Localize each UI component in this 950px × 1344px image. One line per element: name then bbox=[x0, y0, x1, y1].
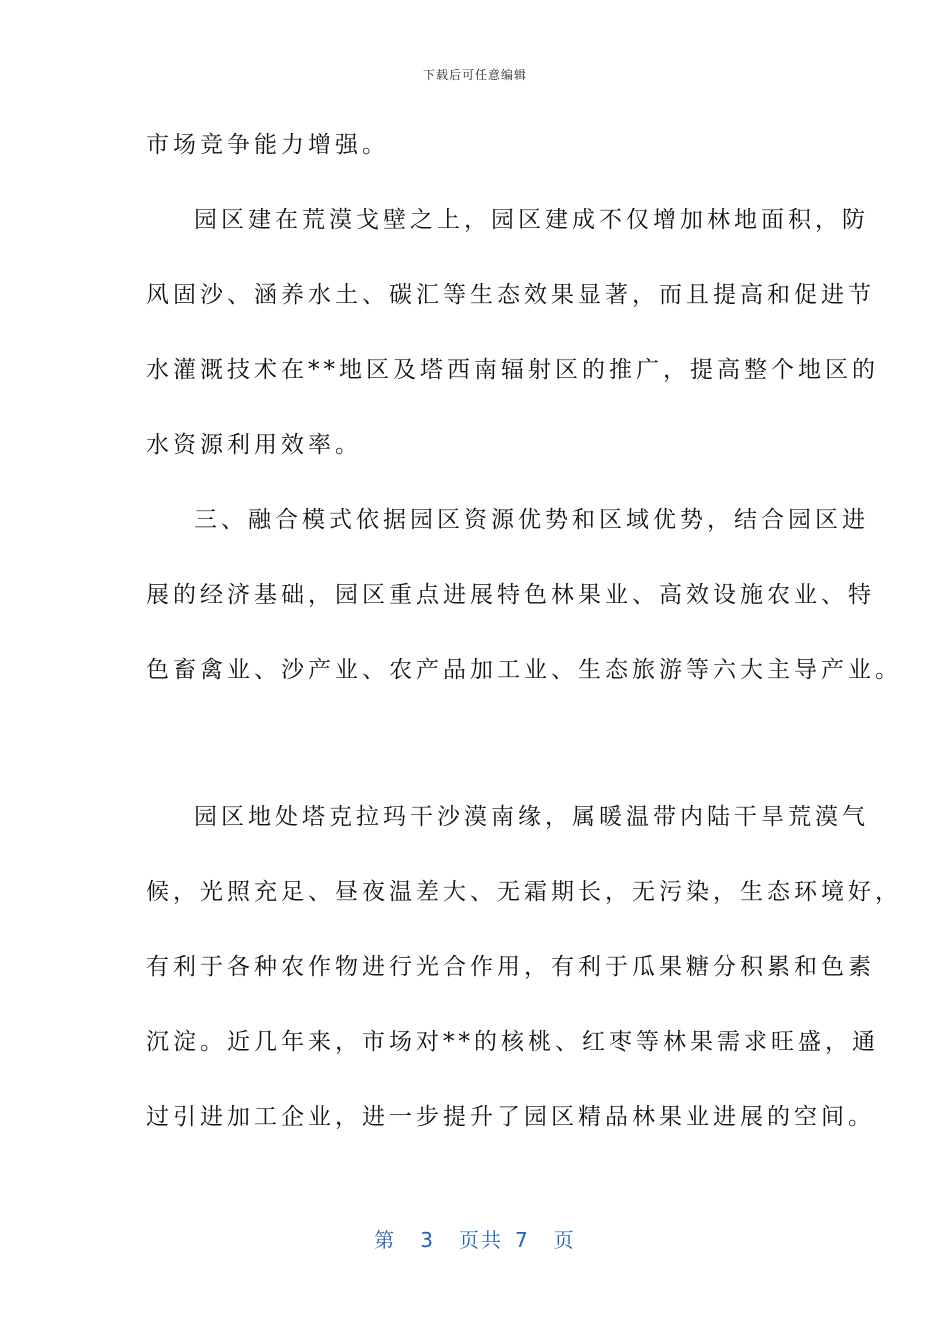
text-line: 水资源利用效率。 bbox=[146, 432, 362, 458]
text-line: 市场竞争能力增强。 bbox=[146, 132, 389, 158]
text-line: 风固沙、涵养水土、碳汇等生态效果显著，而且提高和促进节 bbox=[146, 282, 875, 308]
text-line: 展的经济基础，园区重点进展特色林果业、高效设施农业、特 bbox=[146, 582, 875, 608]
page-header-note: 下载后可任意编辑 bbox=[422, 68, 527, 82]
text-line: 三、融合模式依据园区资源优势和区域优势，结合园区进 bbox=[194, 507, 869, 533]
text-line: 园区建在荒漠戈壁之上，园区建成不仅增加林地面积，防 bbox=[194, 207, 869, 233]
text-line: 园区地处塔克拉玛干沙漠南缘，属暖温带内陆干旱荒漠气 bbox=[194, 804, 869, 830]
footer-prefix: 第 bbox=[374, 1228, 397, 1252]
footer-suffix: 页 bbox=[553, 1228, 576, 1252]
page-number-footer bbox=[0, 1224, 950, 1253]
text-line: 候，光照充足、昼夜温差大、无霜期长，无污染，生态环境好， bbox=[146, 879, 902, 905]
text-line: 色畜禽业、沙产业、农产品加工业、生态旅游等六大主导产业。 bbox=[146, 657, 902, 683]
text-line: 有利于各种农作物进行光合作用，有利于瓜果糖分积累和色素 bbox=[146, 954, 875, 980]
text-line: 过引进加工企业，进一步提升了园区精品林果业进展的空间。 bbox=[146, 1104, 875, 1130]
footer-middle: 页共 bbox=[459, 1228, 503, 1252]
total-pages-number: 7 bbox=[515, 1228, 530, 1252]
current-page-number: 3 bbox=[420, 1228, 435, 1252]
text-line: 沉淀。近几年来，市场对**的核桃、红枣等林果需求旺盛，通 bbox=[146, 1029, 879, 1055]
text-line: 水灌溉技术在**地区及塔西南辐射区的推广，提高整个地区的 bbox=[146, 357, 879, 383]
